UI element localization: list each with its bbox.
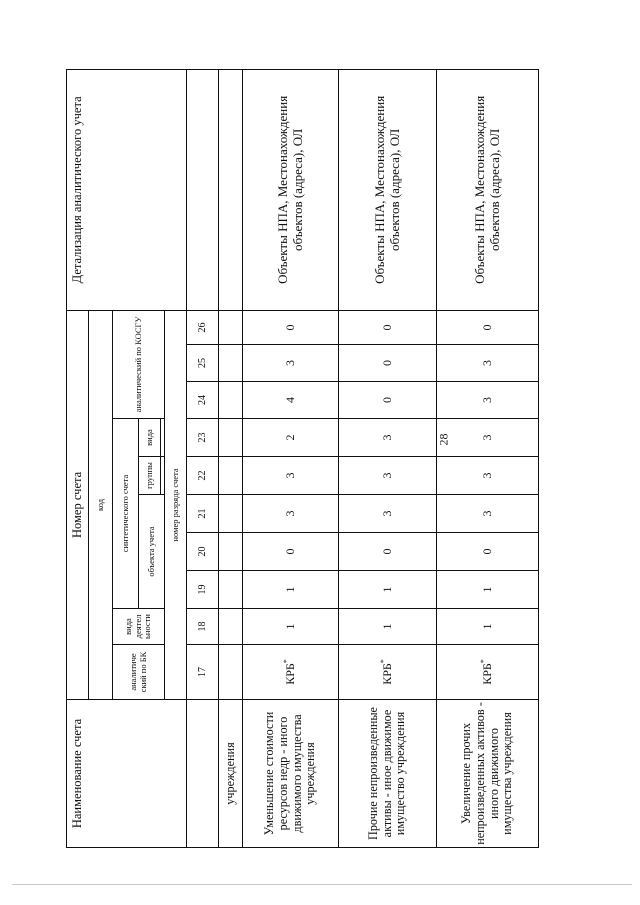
row-c21: 3 bbox=[243, 495, 339, 533]
row-krb: КРБ bbox=[380, 663, 395, 685]
table-row bbox=[437, 69, 539, 847]
row-c19: 1 bbox=[243, 571, 339, 609]
row-c21: 3 bbox=[339, 495, 437, 533]
header-account-number: Номер счета bbox=[67, 310, 89, 699]
row-c23: 3 bbox=[437, 419, 539, 457]
column-number-24: 24 bbox=[187, 382, 219, 419]
row-c22: 3 bbox=[437, 457, 539, 495]
empty-cell bbox=[219, 609, 243, 645]
scan-edge-line bbox=[12, 884, 632, 885]
row-c25: 3 bbox=[243, 345, 339, 382]
header-activity-type: вида деятел ьности bbox=[113, 609, 165, 645]
empty-cell bbox=[219, 571, 243, 609]
column-number-21: 21 bbox=[187, 495, 219, 533]
row-c19: 1 bbox=[339, 571, 437, 609]
empty-cell bbox=[219, 310, 243, 344]
table-row bbox=[339, 69, 437, 847]
row-c20: 0 bbox=[243, 533, 339, 571]
empty-cell bbox=[219, 382, 243, 419]
column-number-detail-blank bbox=[187, 69, 219, 310]
header-code: код bbox=[89, 310, 113, 699]
row-c26: 0 bbox=[339, 310, 437, 344]
header-detail: Детализация аналитического учета bbox=[67, 69, 187, 310]
header-digit-number: номер разряда счета bbox=[165, 310, 187, 699]
row-c24: 3 bbox=[437, 382, 539, 419]
empty-cell bbox=[219, 533, 243, 571]
row-detail: Объекты НПА, Местонахождения объектов (адреса), ОЛ bbox=[437, 69, 539, 310]
row-c18: 1 bbox=[437, 609, 539, 645]
empty-cell bbox=[219, 419, 243, 457]
empty-cell bbox=[219, 645, 243, 700]
header-kind: вида bbox=[139, 419, 161, 457]
row-krb-footnote: * bbox=[479, 659, 489, 664]
row-analytic-bk bbox=[339, 645, 437, 700]
table-row bbox=[243, 69, 339, 847]
column-number-23: 23 bbox=[187, 419, 219, 457]
row-c20: 0 bbox=[339, 533, 437, 571]
row-c20: 0 bbox=[437, 533, 539, 571]
row-krb-footnote: * bbox=[282, 659, 292, 664]
row-c22: 3 bbox=[243, 457, 339, 495]
header-object: объекта учета bbox=[139, 495, 165, 609]
column-number-26: 26 bbox=[187, 310, 219, 344]
column-number-25: 25 bbox=[187, 345, 219, 382]
column-number-18: 18 bbox=[187, 609, 219, 645]
column-number-19: 19 bbox=[187, 571, 219, 609]
rotated-table-container bbox=[66, 70, 538, 848]
row-krb: КРБ bbox=[480, 663, 495, 685]
row-c25: 3 bbox=[437, 345, 539, 382]
header-group: группы bbox=[139, 457, 161, 495]
row-name: Прочие непроизведенные активы - иное движимое имущество учреждения bbox=[339, 700, 437, 848]
column-number-17: 17 bbox=[187, 645, 219, 700]
header-name: Наименование счета bbox=[67, 700, 187, 848]
row-c26: 0 bbox=[243, 310, 339, 344]
empty-cell bbox=[219, 495, 243, 533]
page-number: 28 bbox=[436, 433, 451, 446]
row-c19: 1 bbox=[437, 571, 539, 609]
row-c21: 3 bbox=[437, 495, 539, 533]
row-krb: КРБ bbox=[283, 663, 298, 685]
header-analytic-kosgu: аналитический по КОСГУ bbox=[113, 310, 165, 418]
row-krb-footnote: * bbox=[379, 659, 389, 664]
empty-cell bbox=[219, 345, 243, 382]
row-c22: 3 bbox=[339, 457, 437, 495]
header-synthetic: синтетического счета bbox=[113, 419, 139, 609]
row-analytic-bk bbox=[437, 645, 539, 700]
row-c18: 1 bbox=[243, 609, 339, 645]
row-c23: 3 bbox=[339, 419, 437, 457]
continuation-cell: учреждения bbox=[219, 700, 243, 848]
empty-cell bbox=[219, 69, 243, 310]
row-c24: 4 bbox=[243, 382, 339, 419]
row-analytic-bk bbox=[243, 645, 339, 700]
row-name: Уменьшение стоимости ресурсов недр - иного движимого имущества учреждения bbox=[243, 700, 339, 848]
row-c23: 2 bbox=[243, 419, 339, 457]
column-number-20: 20 bbox=[187, 533, 219, 571]
column-number-22: 22 bbox=[187, 457, 219, 495]
row-c18: 1 bbox=[339, 609, 437, 645]
row-c26: 0 bbox=[437, 310, 539, 344]
accounts-table bbox=[66, 69, 539, 848]
empty-cell bbox=[219, 457, 243, 495]
header-analytic-bk: аналитиче ский по БК bbox=[113, 645, 165, 700]
row-c24: 0 bbox=[339, 382, 437, 419]
row-detail: Объекты НПА, Местонахождения объектов (адреса), ОЛ bbox=[243, 69, 339, 310]
row-c25: 0 bbox=[339, 345, 437, 382]
row-detail: Объекты НПА, Местонахождения объектов (адреса), ОЛ bbox=[339, 69, 437, 310]
column-number-name-blank bbox=[187, 700, 219, 848]
row-name: Увеличение прочих непроизведенных активов - иного движимого имущества учреждения bbox=[437, 700, 539, 848]
